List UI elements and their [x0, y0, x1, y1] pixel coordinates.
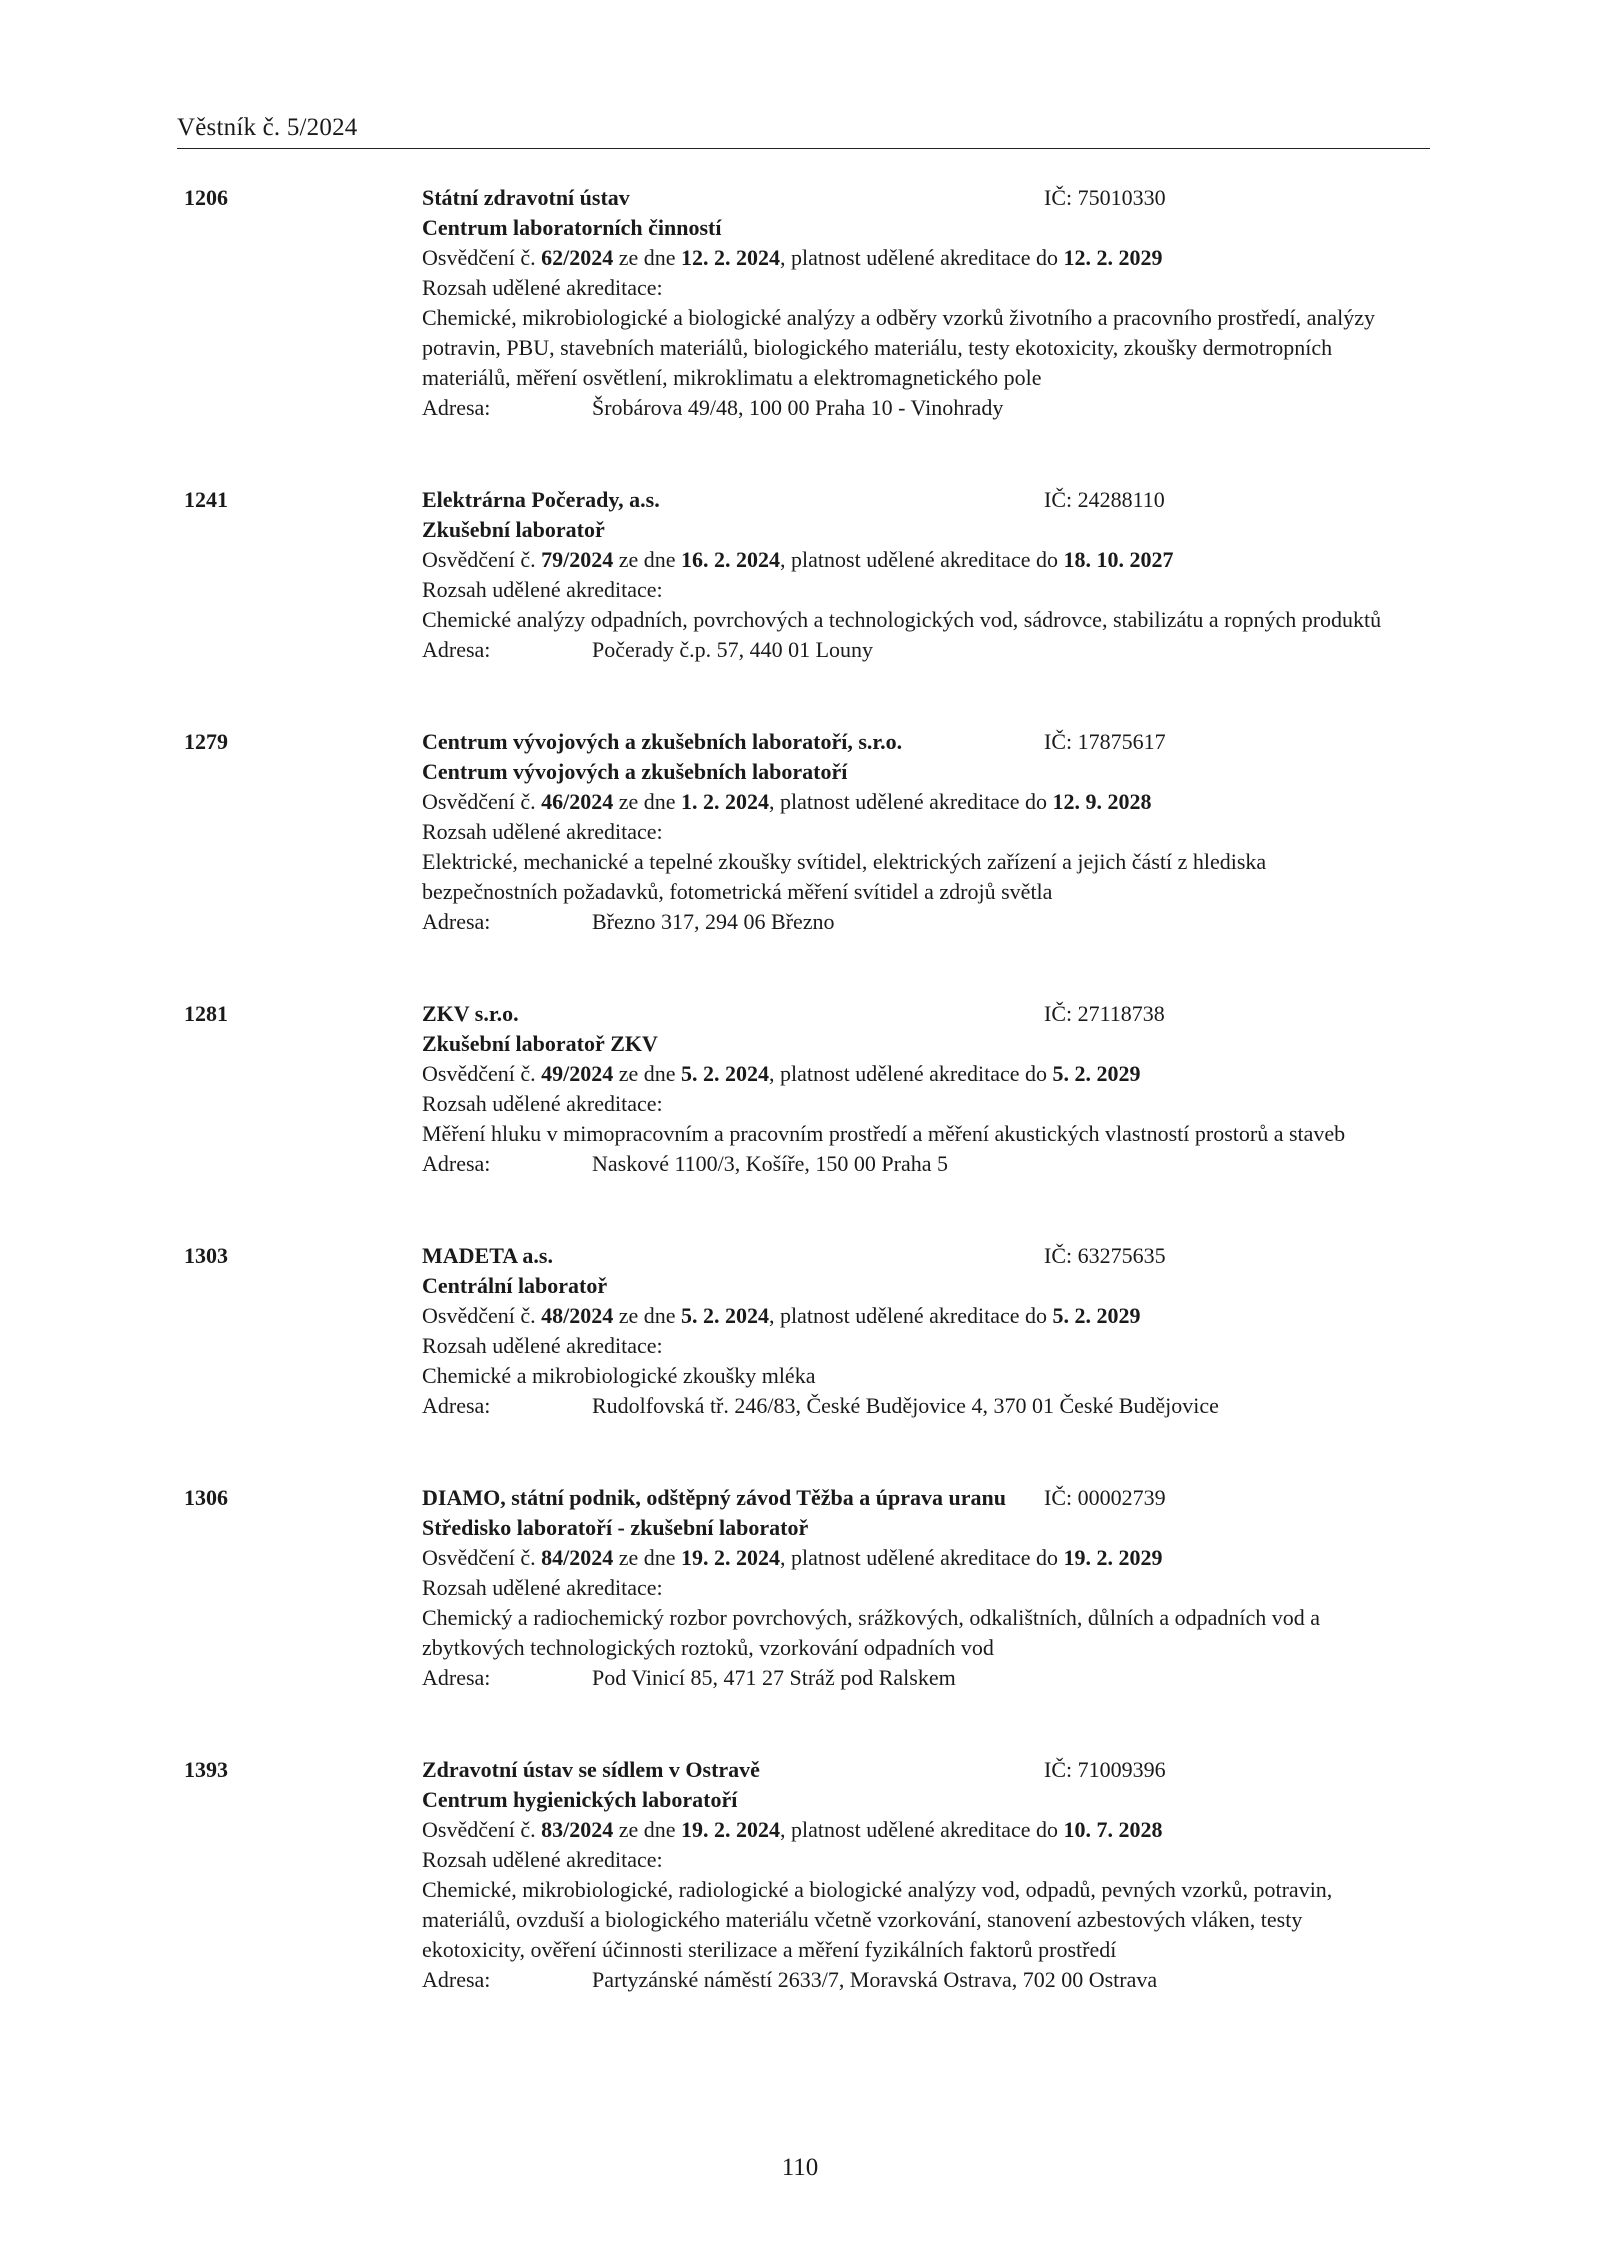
certificate-line	[422, 1815, 1402, 1845]
organization-name: MADETA a.s.	[422, 1243, 553, 1268]
entry-number: 1306	[184, 1485, 228, 1510]
cert-from: ze dne	[613, 547, 682, 572]
address-row	[422, 1149, 1402, 1179]
address-row	[422, 1391, 1402, 1421]
cert-validity-text: , platnost udělené akreditace do	[769, 1303, 1053, 1328]
cert-date: 12. 2. 2024	[681, 245, 781, 270]
laboratory-name: Centrum laboratorních činností	[422, 215, 722, 240]
address-value: Pod Vinicí 85, 471 27 Stráž pod Ralskem	[592, 1665, 956, 1690]
cert-date: 19. 2. 2024	[681, 1545, 781, 1570]
organization-row	[422, 1241, 1402, 1271]
organization-name: ZKV s.r.o.	[422, 1001, 519, 1026]
entry-body	[422, 727, 1402, 937]
address-row	[422, 907, 1402, 937]
scope-text: Chemické a mikrobiologické zkoušky mléka	[422, 1363, 816, 1388]
entry-number: 1279	[184, 729, 228, 754]
cert-number: 84/2024	[541, 1545, 614, 1570]
ic-value: 24288110	[1077, 487, 1165, 512]
cert-number: 83/2024	[541, 1817, 614, 1842]
ic-prefix: IČ:	[1044, 1243, 1078, 1268]
organization-row	[422, 183, 1402, 213]
cert-from: ze dne	[613, 1817, 682, 1842]
address-label: Adresa:	[422, 1393, 491, 1418]
entry-body	[422, 1483, 1402, 1693]
organization-row	[422, 485, 1402, 515]
company-id	[1044, 183, 1166, 213]
scope-text: Chemický a radiochemický rozbor povrchových, srážkových, odkalištních, důlních a odpadních vod a zbytkových technologických roztoků, vzorkování odpadních vod	[422, 1605, 1321, 1660]
organization-row	[422, 727, 1402, 757]
address-row	[422, 1663, 1402, 1693]
cert-number: 49/2024	[541, 1061, 614, 1086]
company-id	[1044, 485, 1165, 515]
cert-from: ze dne	[613, 1061, 682, 1086]
entry-body	[422, 1755, 1402, 1995]
ic-value: 71009396	[1077, 1757, 1166, 1782]
scope-text: Chemické analýzy odpadních, povrchových a technologických vod, sádrovce, stabilizátu a ropných produktů	[422, 607, 1382, 632]
valid-until: 10. 7. 2028	[1063, 1817, 1163, 1842]
laboratory-name: Zkušební laboratoř ZKV	[422, 1031, 658, 1056]
entry-number: 1241	[184, 487, 228, 512]
page-header	[177, 110, 1430, 149]
entry-number: 1393	[184, 1757, 228, 1782]
valid-until: 12. 2. 2029	[1063, 245, 1163, 270]
scope-text: Elektrické, mechanické a tepelné zkoušky svítidel, elektrických zařízení a jejich částí z hlediska bezpečnostních požadavků, fotometrická měření svítidel a zdrojů světla	[422, 849, 1267, 904]
valid-until: 5. 2. 2029	[1052, 1061, 1141, 1086]
company-id	[1044, 1483, 1166, 1513]
laboratory-name: Zkušební laboratoř	[422, 517, 605, 542]
address-label: Adresa:	[422, 1967, 491, 1992]
ic-prefix: IČ:	[1044, 1485, 1078, 1510]
valid-until: 12. 9. 2028	[1052, 789, 1152, 814]
cert-from: ze dne	[613, 1303, 682, 1328]
address-label: Adresa:	[422, 909, 491, 934]
scope-label: Rozsah udělené akreditace:	[422, 1333, 663, 1358]
laboratory-name: Středisko laboratoří - zkušební laboratoř	[422, 1515, 809, 1540]
ic-value: 17875617	[1077, 729, 1166, 754]
entry-body	[422, 183, 1402, 423]
scope-label: Rozsah udělené akreditace:	[422, 819, 663, 844]
cert-validity-text: , platnost udělené akreditace do	[780, 245, 1064, 270]
cert-from: ze dne	[613, 1545, 682, 1570]
accreditation-entry	[184, 1241, 1444, 1421]
cert-prefix: Osvědčení č.	[422, 245, 542, 270]
company-id	[1044, 1241, 1166, 1271]
scope-text: Chemické, mikrobiologické a biologické analýzy a odběry vzorků životního a pracovního prostředí, analýzy potravin, PBU, stavebních materiálů, biologického materiálu, testy ekotoxicity, zkoušky dermotropních materiálů, měření osvětlení, mikroklimatu a elektromagnetického pole	[422, 305, 1376, 390]
cert-validity-text: , platnost udělené akreditace do	[780, 547, 1064, 572]
cert-number: 62/2024	[541, 245, 614, 270]
company-id	[1044, 1755, 1166, 1785]
ic-prefix: IČ:	[1044, 1001, 1078, 1026]
accreditation-entry	[184, 1483, 1444, 1693]
entry-body	[422, 999, 1402, 1179]
cert-prefix: Osvědčení č.	[422, 1545, 542, 1570]
cert-number: 79/2024	[541, 547, 614, 572]
cert-date: 19. 2. 2024	[681, 1817, 781, 1842]
organization-name: DIAMO, státní podnik, odštěpný závod Těžba a úprava uranu	[422, 1485, 1006, 1510]
accreditation-entry	[184, 1755, 1444, 1995]
cert-validity-text: , platnost udělené akreditace do	[780, 1545, 1064, 1570]
laboratory-name: Centrum vývojových a zkušebních laboratoří	[422, 759, 848, 784]
address-label: Adresa:	[422, 395, 491, 420]
organization-row	[422, 999, 1402, 1029]
entry-number: 1281	[184, 1001, 228, 1026]
accreditation-entry	[184, 727, 1444, 937]
ic-value: 63275635	[1077, 1243, 1166, 1268]
cert-prefix: Osvědčení č.	[422, 1303, 542, 1328]
entry-number: 1206	[184, 185, 228, 210]
address-row	[422, 1965, 1402, 1995]
address-value: Partyzánské náměstí 2633/7, Moravská Ostrava, 702 00 Ostrava	[592, 1967, 1158, 1992]
scope-text: Chemické, mikrobiologické, radiologické a biologické analýzy vod, odpadů, pevných vzorků, potravin, materiálů, ovzduší a biologického materiálu včetně vzorkování, stanovení azbestových vláken, testy ekotoxicity, ověření účinnosti sterilizace a měření fyzikálních faktorů prostředí	[422, 1877, 1333, 1962]
certificate-line	[422, 545, 1402, 575]
cert-number: 46/2024	[541, 789, 614, 814]
accreditation-list	[184, 183, 1444, 2057]
address-label: Adresa:	[422, 637, 491, 662]
address-row	[422, 393, 1402, 423]
organization-row	[422, 1755, 1402, 1785]
address-value: Počerady č.p. 57, 440 01 Louny	[592, 637, 874, 662]
ic-prefix: IČ:	[1044, 1757, 1078, 1782]
company-id	[1044, 999, 1165, 1029]
ic-prefix: IČ:	[1044, 487, 1078, 512]
organization-name: Státní zdravotní ústav	[422, 185, 630, 210]
ic-value: 27118738	[1077, 1001, 1165, 1026]
scope-text: Měření hluku v mimopracovním a pracovním prostředí a měření akustických vlastností prostorů a staveb	[422, 1121, 1346, 1146]
cert-date: 5. 2. 2024	[681, 1303, 770, 1328]
address-label: Adresa:	[422, 1151, 491, 1176]
ic-value: 00002739	[1077, 1485, 1166, 1510]
address-label: Adresa:	[422, 1665, 491, 1690]
cert-prefix: Osvědčení č.	[422, 1817, 542, 1842]
ic-prefix: IČ:	[1044, 185, 1078, 210]
certificate-line	[422, 1301, 1402, 1331]
certificate-line	[422, 1543, 1402, 1573]
cert-date: 16. 2. 2024	[681, 547, 781, 572]
organization-row	[422, 1483, 1402, 1513]
cert-number: 48/2024	[541, 1303, 614, 1328]
scope-label: Rozsah udělené akreditace:	[422, 1575, 663, 1600]
valid-until: 19. 2. 2029	[1063, 1545, 1163, 1570]
address-value: Rudolfovská tř. 246/83, České Budějovice 4, 370 01 České Budějovice	[592, 1393, 1219, 1418]
scope-label: Rozsah udělené akreditace:	[422, 1091, 663, 1116]
cert-prefix: Osvědčení č.	[422, 547, 542, 572]
certificate-line	[422, 787, 1402, 817]
entry-body	[422, 1241, 1402, 1421]
company-id	[1044, 727, 1166, 757]
cert-date: 5. 2. 2024	[681, 1061, 770, 1086]
ic-prefix: IČ:	[1044, 729, 1078, 754]
organization-name: Elektrárna Počerady, a.s.	[422, 487, 660, 512]
ic-value: 75010330	[1077, 185, 1166, 210]
certificate-line	[422, 1059, 1402, 1089]
address-value: Březno 317, 294 06 Březno	[592, 909, 835, 934]
entry-body	[422, 485, 1402, 665]
cert-date: 1. 2. 2024	[681, 789, 770, 814]
cert-validity-text: , platnost udělené akreditace do	[769, 1061, 1053, 1086]
journal-title: Věstník č. 5/2024	[177, 114, 358, 141]
scope-label: Rozsah udělené akreditace:	[422, 1847, 663, 1872]
valid-until: 5. 2. 2029	[1052, 1303, 1141, 1328]
address-value: Šrobárova 49/48, 100 00 Praha 10 - Vinohrady	[592, 395, 1004, 420]
address-row	[422, 635, 1402, 665]
cert-from: ze dne	[613, 245, 682, 270]
page-number: 110	[781, 2154, 819, 2181]
scope-label: Rozsah udělené akreditace:	[422, 577, 663, 602]
accreditation-entry	[184, 485, 1444, 665]
address-value: Naskové 1100/3, Košíře, 150 00 Praha 5	[592, 1151, 949, 1176]
laboratory-name: Centrum hygienických laboratoří	[422, 1787, 738, 1812]
cert-prefix: Osvědčení č.	[422, 1061, 542, 1086]
accreditation-entry	[184, 999, 1444, 1179]
laboratory-name: Centrální laboratoř	[422, 1273, 608, 1298]
scope-label: Rozsah udělené akreditace:	[422, 275, 663, 300]
valid-until: 18. 10. 2027	[1063, 547, 1174, 572]
cert-validity-text: , platnost udělené akreditace do	[780, 1817, 1064, 1842]
organization-name: Centrum vývojových a zkušebních laboratoří, s.r.o.	[422, 729, 903, 754]
cert-from: ze dne	[613, 789, 682, 814]
accreditation-entry	[184, 183, 1444, 423]
certificate-line	[422, 243, 1402, 273]
entry-number: 1303	[184, 1243, 228, 1268]
organization-name: Zdravotní ústav se sídlem v Ostravě	[422, 1757, 760, 1782]
cert-prefix: Osvědčení č.	[422, 789, 542, 814]
cert-validity-text: , platnost udělené akreditace do	[769, 789, 1053, 814]
